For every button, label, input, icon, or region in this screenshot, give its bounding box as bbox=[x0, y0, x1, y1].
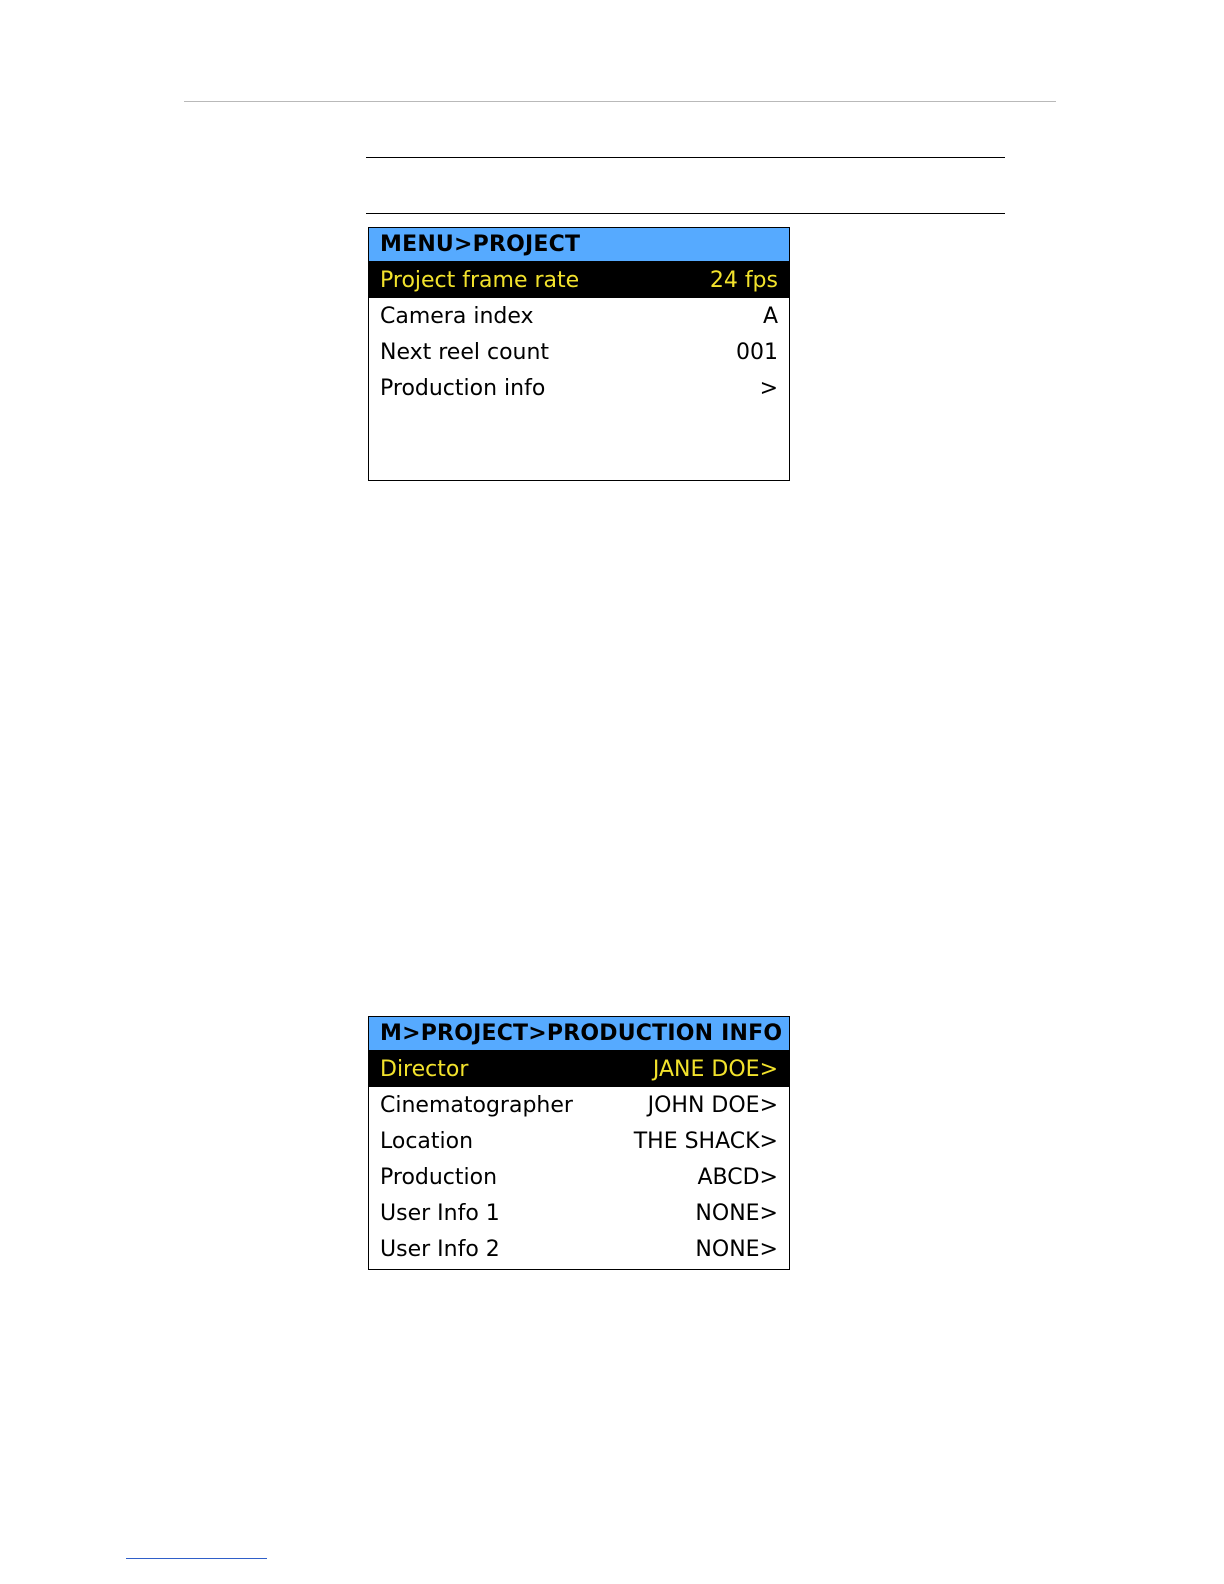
menu-item-value: 001 bbox=[736, 339, 778, 365]
menu-item-label: Next reel count bbox=[380, 339, 550, 365]
menu-item-production[interactable] bbox=[369, 1159, 789, 1195]
menu-item-value: ABCD> bbox=[697, 1164, 778, 1190]
project-menu-title: MENU>PROJECT bbox=[369, 228, 789, 262]
menu-item-label: Production bbox=[380, 1164, 498, 1190]
production-info-menu-screen bbox=[368, 1016, 790, 1270]
footer-rule bbox=[126, 1558, 267, 1559]
menu-item-label: Cinematographer bbox=[380, 1092, 573, 1118]
menu-item-value: JANE DOE> bbox=[652, 1056, 778, 1082]
table-bottom-rule bbox=[366, 213, 1005, 214]
table-top-rule bbox=[366, 157, 1005, 158]
submenu-arrow: > bbox=[759, 375, 778, 401]
menu-item-director[interactable] bbox=[369, 1051, 789, 1087]
menu-item-production-info[interactable] bbox=[369, 370, 789, 406]
menu-item-next-reel-count[interactable] bbox=[369, 334, 789, 370]
menu-item-label: Camera index bbox=[380, 303, 534, 329]
menu-item-cinematographer[interactable] bbox=[369, 1087, 789, 1123]
menu-item-label: Production info bbox=[380, 375, 546, 401]
menu-item-camera-index[interactable] bbox=[369, 298, 789, 334]
menu-item-value: 24 fps bbox=[709, 267, 778, 293]
production-info-menu-title: M>PROJECT>PRODUCTION INFO bbox=[369, 1017, 789, 1051]
menu-item-location[interactable] bbox=[369, 1123, 789, 1159]
menu-item-user-info-1[interactable] bbox=[369, 1195, 789, 1231]
menu-item-project-frame-rate[interactable] bbox=[369, 262, 789, 298]
menu-item-value: NONE> bbox=[695, 1200, 778, 1226]
menu-item-label: Director bbox=[380, 1056, 469, 1082]
project-menu-screen bbox=[368, 227, 790, 481]
header-rule bbox=[184, 101, 1056, 102]
menu-item-label: Project frame rate bbox=[380, 267, 580, 293]
menu-item-label: Location bbox=[380, 1128, 474, 1154]
menu-item-value: NONE> bbox=[695, 1236, 778, 1262]
menu-item-value: JOHN DOE> bbox=[647, 1092, 778, 1118]
menu-item-value: THE SHACK> bbox=[633, 1128, 778, 1154]
menu-item-label: User Info 2 bbox=[380, 1236, 500, 1262]
menu-item-user-info-2[interactable] bbox=[369, 1231, 789, 1267]
menu-item-label: User Info 1 bbox=[380, 1200, 500, 1226]
menu-item-value: A bbox=[762, 303, 778, 329]
